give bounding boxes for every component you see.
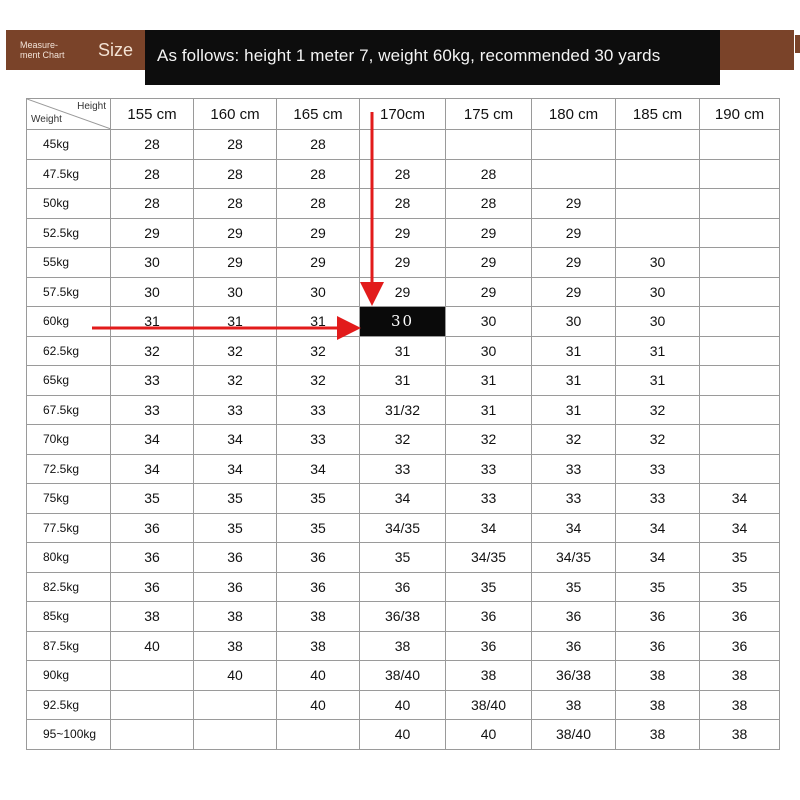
size-cell (700, 159, 780, 189)
size-cell: 33 (277, 425, 360, 455)
size-cell (700, 189, 780, 219)
table-body (27, 130, 780, 750)
size-cell: 33 (194, 395, 277, 425)
size-cell (700, 130, 780, 160)
table-row (27, 631, 780, 661)
size-cell: 31 (616, 336, 700, 366)
size-cell: 29 (111, 218, 194, 248)
size-cell: 35 (700, 572, 780, 602)
size-cell (532, 159, 616, 189)
size-cell: 29 (446, 248, 532, 278)
example-note-box (145, 30, 720, 85)
height-header-5: 180 cm (532, 99, 616, 130)
size-cell: 35 (194, 513, 277, 543)
size-cell (616, 218, 700, 248)
size-cell: 33 (532, 454, 616, 484)
size-cell: 36 (194, 572, 277, 602)
size-cell: 33 (111, 395, 194, 425)
table-row (27, 572, 780, 602)
size-cell: 30 (616, 248, 700, 278)
size-cell (111, 661, 194, 691)
size-cell: 34/35 (446, 543, 532, 573)
weight-cell: 95~100kg (27, 720, 111, 750)
size-cell: 31 (277, 307, 360, 337)
size-cell (194, 720, 277, 750)
size-cell: 30 (446, 336, 532, 366)
weight-cell: 70kg (27, 425, 111, 455)
size-cell: 33 (616, 484, 700, 514)
size-cell (700, 307, 780, 337)
size-cell: 35 (194, 484, 277, 514)
size-cell: 32 (277, 366, 360, 396)
corner-cell (27, 99, 111, 130)
size-cell: 29 (532, 189, 616, 219)
size-cell (700, 366, 780, 396)
table-row (27, 218, 780, 248)
size-chart-table (26, 98, 780, 750)
size-cell (700, 425, 780, 455)
size-cell: 31 (446, 395, 532, 425)
size-cell: 29 (360, 248, 446, 278)
weight-cell: 55kg (27, 248, 111, 278)
size-cell: 38 (277, 631, 360, 661)
size-cell: 31 (194, 307, 277, 337)
size-cell: 34 (616, 543, 700, 573)
size-cell: 31/32 (360, 395, 446, 425)
size-cell: 31 (360, 366, 446, 396)
size-cell: 32 (111, 336, 194, 366)
size-cell: 38 (194, 602, 277, 632)
table-row (27, 159, 780, 189)
height-header-2: 165 cm (277, 99, 360, 130)
size-cell (700, 248, 780, 278)
size-cell: 38 (360, 631, 446, 661)
size-cell: 30 (616, 307, 700, 337)
size-cell: 36 (360, 572, 446, 602)
size-cell: 33 (446, 484, 532, 514)
table-row (27, 543, 780, 573)
size-cell: 38 (700, 720, 780, 750)
size-cell: 30 (277, 277, 360, 307)
weight-cell: 92.5kg (27, 690, 111, 720)
weight-cell: 60kg (27, 307, 111, 337)
size-cell: 36 (277, 543, 360, 573)
size-cell: 35 (446, 572, 532, 602)
size-cell: 34 (700, 513, 780, 543)
table-row (27, 454, 780, 484)
height-header-4: 175 cm (446, 99, 532, 130)
size-cell (616, 159, 700, 189)
example-note-text: As follows: height 1 meter 7, weight 60kg, recommended 30 yards (157, 46, 661, 65)
size-cell: 29 (532, 248, 616, 278)
size-cell: 31 (532, 366, 616, 396)
size-cell: 36 (700, 631, 780, 661)
height-header-3: 170cm (360, 99, 446, 130)
edge-decoration (795, 35, 800, 53)
size-cell: 30 (111, 248, 194, 278)
size-cell: 35 (700, 543, 780, 573)
size-cell: 33 (532, 484, 616, 514)
size-cell: 38 (277, 602, 360, 632)
size-cell: 29 (446, 218, 532, 248)
table-row (27, 513, 780, 543)
label-line-1: Measure- (20, 40, 59, 50)
table-row (27, 189, 780, 219)
height-header-7: 190 cm (700, 99, 780, 130)
size-cell: 36 (532, 631, 616, 661)
size-cell: 29 (360, 218, 446, 248)
size-cell: 28 (360, 189, 446, 219)
table-row (27, 307, 780, 337)
size-cell: 31 (446, 366, 532, 396)
size-cell: 32 (446, 425, 532, 455)
measurement-chart-label (20, 40, 86, 60)
size-cell: 28 (111, 130, 194, 160)
size-cell: 40 (446, 720, 532, 750)
table-row (27, 661, 780, 691)
size-cell: 28 (111, 159, 194, 189)
size-cell: 36/38 (360, 602, 446, 632)
size-cell: 36 (532, 602, 616, 632)
size-cell: 38/40 (446, 690, 532, 720)
size-cell (700, 395, 780, 425)
size-cell: 32 (194, 366, 277, 396)
size-cell (111, 690, 194, 720)
size-cell: 31 (360, 336, 446, 366)
size-cell: 28 (194, 189, 277, 219)
size-cell: 28 (194, 159, 277, 189)
size-cell (532, 130, 616, 160)
size-cell: 36 (616, 602, 700, 632)
weight-cell: 82.5kg (27, 572, 111, 602)
size-cell (700, 218, 780, 248)
size-cell: 34 (111, 454, 194, 484)
size-cell: 30 (194, 277, 277, 307)
height-header-0: 155 cm (111, 99, 194, 130)
weight-cell: 47.5kg (27, 159, 111, 189)
size-cell: 36 (111, 513, 194, 543)
size-cell: 29 (277, 218, 360, 248)
size-cell: 40 (360, 690, 446, 720)
size-cell: 36 (446, 631, 532, 661)
size-cell: 35 (616, 572, 700, 602)
size-cell: 28 (277, 159, 360, 189)
size-cell: 40 (277, 690, 360, 720)
size-cell: 30 (111, 277, 194, 307)
size-cell (360, 130, 446, 160)
size-cell: 36 (277, 572, 360, 602)
size-cell: 34/35 (532, 543, 616, 573)
size-cell: 38 (616, 661, 700, 691)
weight-cell: 50kg (27, 189, 111, 219)
size-cell: 34 (700, 484, 780, 514)
weight-cell: 90kg (27, 661, 111, 691)
size-cell (111, 720, 194, 750)
size-cell: 28 (446, 189, 532, 219)
weight-cell: 52.5kg (27, 218, 111, 248)
size-cell: 38 (700, 661, 780, 691)
size-cell: 38/40 (360, 661, 446, 691)
weight-cell: 80kg (27, 543, 111, 573)
label-line-2: ment Chart (20, 50, 65, 60)
header-row (27, 99, 780, 130)
size-cell: 34 (446, 513, 532, 543)
table-row (27, 248, 780, 278)
size-cell: 38 (616, 690, 700, 720)
size-cell: 31 (532, 395, 616, 425)
size-cell: 35 (277, 513, 360, 543)
size-cell: 29 (194, 248, 277, 278)
size-cell (277, 720, 360, 750)
size-cell (616, 189, 700, 219)
size-cell: 28 (277, 189, 360, 219)
table-row (27, 602, 780, 632)
size-cell: 38 (616, 720, 700, 750)
size-cell: 31 (111, 307, 194, 337)
size-cell: 34 (360, 484, 446, 514)
size-cell (700, 277, 780, 307)
size-cell: 36 (111, 572, 194, 602)
size-cell: 36 (111, 543, 194, 573)
size-cell: 34 (277, 454, 360, 484)
size-cell: 30 (532, 307, 616, 337)
weight-cell: 85kg (27, 602, 111, 632)
weight-cell: 65kg (27, 366, 111, 396)
corner-weight-label: Weight (31, 114, 62, 125)
size-cell: 40 (194, 661, 277, 691)
size-cell: 33 (446, 454, 532, 484)
size-cell: 28 (194, 130, 277, 160)
size-cell: 29 (277, 248, 360, 278)
height-header-1: 160 cm (194, 99, 277, 130)
size-cell: 33 (111, 366, 194, 396)
size-cell (616, 130, 700, 160)
table-row (27, 395, 780, 425)
size-cell (700, 336, 780, 366)
size-cell: 34 (194, 454, 277, 484)
size-cell: 31 (616, 366, 700, 396)
size-cell: 34 (532, 513, 616, 543)
size-cell: 40 (111, 631, 194, 661)
size-cell: 38/40 (532, 720, 616, 750)
size-cell: 32 (616, 395, 700, 425)
weight-cell: 57.5kg (27, 277, 111, 307)
size-cell: 38 (194, 631, 277, 661)
size-cell: 32 (194, 336, 277, 366)
size-cell: 34 (616, 513, 700, 543)
size-cell: 29 (360, 277, 446, 307)
size-cell: 28 (277, 130, 360, 160)
size-cell: 38 (700, 690, 780, 720)
size-cell: 38 (446, 661, 532, 691)
size-cell: 36 (194, 543, 277, 573)
table-row (27, 130, 780, 160)
size-cell: 40 (360, 720, 446, 750)
size-cell: 34/35 (360, 513, 446, 543)
size-cell (700, 454, 780, 484)
weight-cell: 67.5kg (27, 395, 111, 425)
weight-cell: 75kg (27, 484, 111, 514)
table-row (27, 425, 780, 455)
table-row (27, 336, 780, 366)
table-row (27, 277, 780, 307)
size-cell (194, 690, 277, 720)
size-title: Size (98, 40, 134, 60)
height-header-6: 185 cm (616, 99, 700, 130)
weight-cell: 45kg (27, 130, 111, 160)
weight-cell: 62.5kg (27, 336, 111, 366)
size-cell: 33 (360, 454, 446, 484)
size-cell: 30 (616, 277, 700, 307)
weight-cell: 87.5kg (27, 631, 111, 661)
size-cell: 35 (111, 484, 194, 514)
size-cell: 33 (277, 395, 360, 425)
size-cell: 28 (446, 159, 532, 189)
size-cell: 38 (532, 690, 616, 720)
size-cell: 31 (532, 336, 616, 366)
weight-cell: 77.5kg (27, 513, 111, 543)
size-cell: 36/38 (532, 661, 616, 691)
size-cell: 29 (194, 218, 277, 248)
size-cell: 36 (616, 631, 700, 661)
size-cell: 29 (532, 218, 616, 248)
size-cell: 40 (277, 661, 360, 691)
size-cell: 32 (532, 425, 616, 455)
size-cell: 32 (360, 425, 446, 455)
table-row (27, 484, 780, 514)
corner-height-label: Height (77, 101, 106, 112)
size-cell: 28 (360, 159, 446, 189)
size-cell: 32 (277, 336, 360, 366)
weight-cell: 72.5kg (27, 454, 111, 484)
size-cell: 29 (446, 277, 532, 307)
size-cell: 36 (446, 602, 532, 632)
size-cell: 35 (277, 484, 360, 514)
size-cell (446, 130, 532, 160)
size-cell: 35 (360, 543, 446, 573)
size-cell: 34 (194, 425, 277, 455)
size-cell: 38 (111, 602, 194, 632)
size-cell: 29 (532, 277, 616, 307)
size-cell: 35 (532, 572, 616, 602)
size-cell: 34 (111, 425, 194, 455)
size-cell: 32 (616, 425, 700, 455)
table-row (27, 720, 780, 750)
size-cell: 36 (700, 602, 780, 632)
size-cell: 30 (446, 307, 532, 337)
size-cell: 33 (616, 454, 700, 484)
table-row (27, 690, 780, 720)
size-cell: 28 (111, 189, 194, 219)
table-row (27, 366, 780, 396)
highlighted-size-cell: 30 (360, 307, 446, 337)
